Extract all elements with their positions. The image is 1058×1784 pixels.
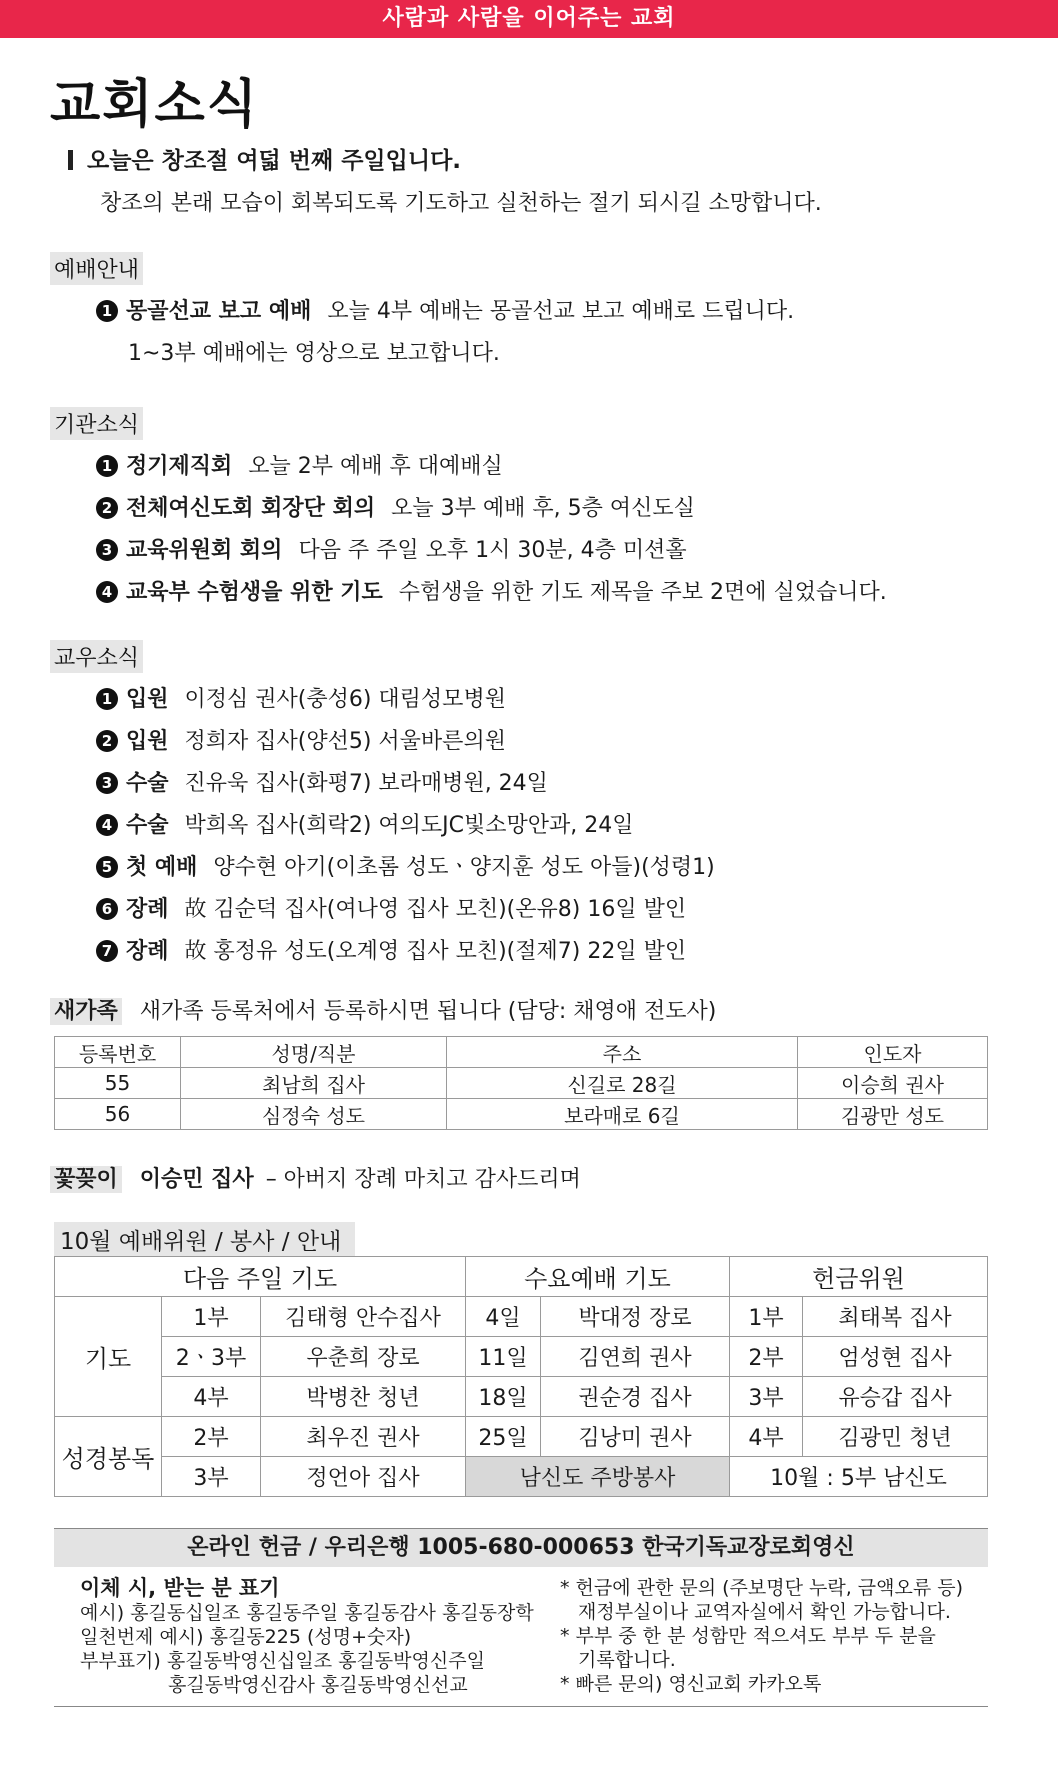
table-row	[55, 1457, 988, 1497]
section-label-members: 교우소식	[50, 640, 143, 673]
transfer-line: 부부표기) 홍길동박영신십일조 홍길동박영신주일	[80, 1650, 485, 1672]
table-cell: 4부	[162, 1377, 261, 1417]
column-header: 헌금위원	[730, 1257, 988, 1297]
note-line: * 헌금에 관한 문의 (주보명단 누락, 금액오류 등)	[560, 1577, 964, 1599]
kitchen-note-cell: 10월 : 5부 남신도	[730, 1457, 988, 1497]
number-badge-icon: 4	[96, 814, 118, 836]
section-label-worship: 예배안내	[50, 252, 143, 285]
table-cell: 2부	[162, 1417, 261, 1457]
bottom-divider	[54, 1706, 988, 1707]
table-cell: 김광만 성도	[798, 1099, 988, 1130]
worship-item-line2: 1~3부 예배에는 영상으로 보고합니다.	[128, 341, 500, 366]
number-badge-icon: 6	[96, 898, 118, 920]
table-cell: 최남희 집사	[181, 1068, 447, 1099]
item-key: 첫 예배	[126, 855, 198, 880]
table-cell: 박병찬 청년	[261, 1377, 466, 1417]
table-cell: 엄성현 집사	[803, 1337, 988, 1377]
item-key: 전체여신도회 회장단 회의	[126, 496, 376, 521]
number-badge-icon: 1	[96, 455, 118, 477]
new-family-line	[50, 994, 716, 1025]
service-table-title: 10월 예배위원 / 봉사 / 안내	[54, 1222, 355, 1257]
section-label-org: 기관소식	[50, 407, 143, 440]
item-key: 몽골선교 보고 예배	[126, 299, 312, 324]
new-family-table	[54, 1036, 988, 1130]
table-cell: 김광민 청년	[803, 1417, 988, 1457]
number-badge-icon: 3	[96, 772, 118, 794]
table-cell: 박대정 장로	[541, 1297, 730, 1337]
intro-subtext: 창조의 본래 모습이 회복되도록 기도하고 실천하는 절기 되시길 소망합니다.	[100, 191, 822, 216]
item-text: 진유욱 집사(화평7) 보라매병원, 24일	[184, 771, 548, 796]
org-item	[96, 575, 887, 606]
table-cell: 정언아 집사	[261, 1457, 466, 1497]
table-cell: 4부	[730, 1417, 803, 1457]
table-cell: 1부	[162, 1297, 261, 1337]
online-offering-banner: 온라인 헌금 / 우리은행 1005-680-000653 한국기독교장로회영신	[54, 1528, 988, 1567]
worship-item	[96, 294, 794, 325]
item-text: 수험생을 위한 기도 제목을 주보 2면에 실었습니다.	[398, 580, 887, 605]
item-key: 수술	[126, 771, 169, 796]
org-item	[96, 449, 503, 480]
org-item	[96, 491, 695, 522]
table-cell: 권순경 집사	[541, 1377, 730, 1417]
item-key: 교육위원회 회의	[126, 538, 283, 563]
table-cell: 최태복 집사	[803, 1297, 988, 1337]
flowers-line	[50, 1162, 581, 1193]
item-text: 다음 주 주일 오후 1시 30분, 4층 미션홀	[298, 538, 687, 563]
member-item	[96, 850, 715, 881]
transfer-instructions	[80, 1576, 534, 1697]
item-text: 오늘 2부 예배 후 대예배실	[248, 454, 503, 479]
item-text: 이정심 권사(충성6) 대림성모병원	[184, 687, 506, 712]
table-header-row	[55, 1257, 988, 1297]
number-badge-icon: 7	[96, 940, 118, 962]
transfer-line: 일천번제 예시) 홍길동225 (성명+숫자)	[80, 1626, 412, 1648]
item-key: 수술	[126, 813, 169, 838]
kitchen-service-cell: 남신도 주방봉사	[466, 1457, 730, 1497]
item-key: 정기제직회	[126, 454, 233, 479]
column-header: 다음 주일 기도	[55, 1257, 466, 1297]
table-cell: 이승희 권사	[798, 1068, 988, 1099]
table-cell: 김연희 권사	[541, 1337, 730, 1377]
member-item	[96, 892, 686, 923]
number-badge-icon: 4	[96, 581, 118, 603]
column-header: 등록번호	[55, 1037, 181, 1068]
table-cell: 2부	[730, 1337, 803, 1377]
org-item	[96, 533, 687, 564]
column-header: 주소	[447, 1037, 798, 1068]
table-cell: 55	[55, 1068, 181, 1099]
item-text: 故 김순덕 집사(여나영 집사 모친)(온유8) 16일 발인	[184, 897, 687, 922]
note-line: * 부부 중 한 분 성함만 적으셔도 부부 두 분을	[560, 1625, 936, 1647]
table-cell: 11일	[466, 1337, 541, 1377]
table-cell: 1부	[730, 1297, 803, 1337]
table-cell: 최우진 권사	[261, 1417, 466, 1457]
table-cell: 보라매로 6길	[447, 1099, 798, 1130]
service-table	[54, 1256, 988, 1497]
item-key: 입원	[126, 729, 169, 754]
section-label-flowers: 꽃꽂이	[50, 1166, 122, 1193]
table-row	[55, 1337, 988, 1377]
item-text: 양수현 아기(이초롬 성도ㆍ양지훈 성도 아들)(성령1)	[213, 855, 715, 880]
column-header: 인도자	[798, 1037, 988, 1068]
number-badge-icon: 2	[96, 497, 118, 519]
number-badge-icon: 2	[96, 730, 118, 752]
bullet-bar-icon	[68, 150, 73, 170]
page-title: 교회소식	[50, 75, 259, 135]
member-item	[96, 724, 506, 755]
intro-heading-text: 오늘은 창조절 여덟 번째 주일입니다.	[87, 148, 462, 174]
table-cell: 심정숙 성도	[181, 1099, 447, 1130]
transfer-title: 이체 시, 받는 분 표기	[80, 1576, 280, 1600]
note-line: 기록합니다.	[578, 1649, 676, 1671]
item-text: 박희옥 집사(희락2) 여의도JC빛소망안과, 24일	[184, 813, 634, 838]
table-cell: 김태형 안수집사	[261, 1297, 466, 1337]
row-group-label: 기도	[55, 1297, 162, 1417]
member-item	[96, 934, 686, 965]
transfer-line: 예시) 홍길동십일조 홍길동주일 홍길동감사 홍길동장학	[80, 1602, 534, 1624]
item-text: 정희자 집사(양선5) 서울바른의원	[184, 729, 506, 754]
row-group-label: 성경봉독	[55, 1417, 162, 1497]
table-cell: 우춘희 장로	[261, 1337, 466, 1377]
item-key: 교육부 수험생을 위한 기도	[126, 580, 383, 605]
item-key: 장례	[126, 939, 169, 964]
table-cell: 신길로 28길	[447, 1068, 798, 1099]
section-label-newfamily: 새가족	[50, 998, 122, 1025]
column-header: 수요예배 기도	[466, 1257, 730, 1297]
item-key: 장례	[126, 897, 169, 922]
table-cell: 김낭미 권사	[541, 1417, 730, 1457]
table-row	[55, 1099, 988, 1130]
number-badge-icon: 1	[96, 300, 118, 322]
table-cell: 4일	[466, 1297, 541, 1337]
intro-heading	[68, 142, 461, 175]
table-cell: 56	[55, 1099, 181, 1130]
column-header: 성명/직분	[181, 1037, 447, 1068]
table-cell: 18일	[466, 1377, 541, 1417]
number-badge-icon: 3	[96, 539, 118, 561]
number-badge-icon: 5	[96, 856, 118, 878]
item-text: 오늘 4부 예배는 몽골선교 보고 예배로 드립니다.	[327, 299, 795, 324]
member-item	[96, 808, 634, 839]
number-badge-icon: 1	[96, 688, 118, 710]
table-row	[55, 1297, 988, 1337]
table-header-row	[55, 1037, 988, 1068]
table-cell: 25일	[466, 1417, 541, 1457]
flowers-text: – 아버지 장례 마치고 감사드리며	[265, 1167, 581, 1192]
table-cell: 3부	[730, 1377, 803, 1417]
table-row	[55, 1377, 988, 1417]
table-cell: 3부	[162, 1457, 261, 1497]
table-cell: 2ㆍ3부	[162, 1337, 261, 1377]
item-key: 입원	[126, 687, 169, 712]
item-text: 오늘 3부 예배 후, 5층 여신도실	[391, 496, 695, 521]
member-item	[96, 766, 548, 797]
note-line: 재정부실이나 교역자실에서 확인 가능합니다.	[578, 1601, 951, 1623]
new-family-text: 새가족 등록처에서 등록하시면 됩니다 (담당: 채영애 전도사)	[139, 999, 717, 1024]
table-row	[55, 1068, 988, 1099]
note-line: * 빠른 문의) 영신교회 카카오톡	[560, 1673, 822, 1695]
table-row	[55, 1417, 988, 1457]
transfer-line: 홍길동박영신감사 홍길동박영신선교	[168, 1674, 468, 1696]
member-item	[96, 682, 506, 713]
flowers-name: 이승민 집사	[139, 1167, 254, 1192]
item-text: 故 홍정유 성도(오계영 집사 모친)(절제7) 22일 발인	[184, 939, 687, 964]
offering-notes	[560, 1576, 963, 1696]
table-cell: 유승갑 집사	[803, 1377, 988, 1417]
church-slogan-banner: 사람과 사람을 이어주는 교회	[0, 0, 1058, 38]
